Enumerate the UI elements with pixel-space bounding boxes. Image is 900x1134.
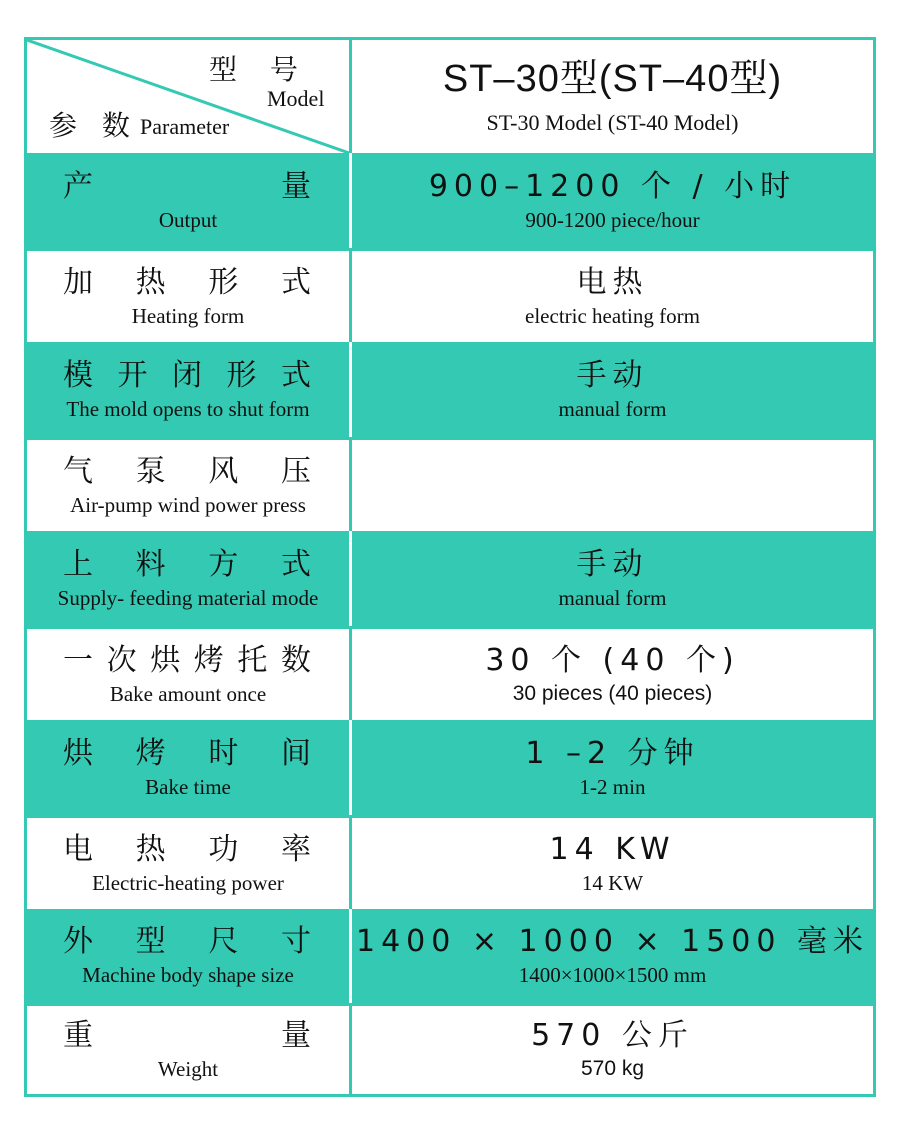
table-row bbox=[27, 248, 873, 342]
param-char: 烘 bbox=[150, 642, 183, 678]
value-cell bbox=[352, 251, 873, 342]
value-zh: 1 –2 分钟 bbox=[525, 735, 700, 771]
header-parameter-zh: 参 数 bbox=[49, 109, 138, 142]
value-zh: 900–1200 个 / 小时 bbox=[428, 168, 797, 204]
param-char: 烤 bbox=[135, 735, 168, 771]
param-char: 料 bbox=[135, 546, 168, 582]
param-char: 上 bbox=[63, 546, 95, 582]
param-char: 烘 bbox=[63, 735, 95, 771]
param-name-zh bbox=[63, 546, 313, 584]
value-en: manual form bbox=[558, 396, 667, 421]
table-row bbox=[27, 531, 873, 626]
param-cell bbox=[27, 720, 352, 815]
param-cell bbox=[27, 440, 352, 531]
value-cell bbox=[352, 440, 873, 531]
table-row bbox=[27, 342, 873, 437]
param-char: 热 bbox=[135, 831, 168, 867]
param-name-zh bbox=[63, 735, 313, 773]
param-name-en: Bake time bbox=[145, 774, 231, 799]
param-char: 率 bbox=[280, 831, 313, 867]
value-cell bbox=[352, 818, 873, 909]
value-cell bbox=[352, 909, 873, 1003]
header-param-cell bbox=[27, 40, 352, 153]
value-cell bbox=[352, 1006, 873, 1094]
param-cell bbox=[27, 818, 352, 909]
value-zh: 手动 bbox=[576, 546, 649, 582]
param-char: 烤 bbox=[193, 642, 226, 678]
value-en: 14 KW bbox=[581, 870, 644, 895]
param-name-zh bbox=[63, 923, 313, 961]
param-char: 形 bbox=[208, 264, 241, 300]
param-char: 式 bbox=[280, 546, 313, 582]
value-zh: 电热 bbox=[576, 264, 649, 300]
param-char: 泵 bbox=[135, 453, 168, 489]
param-char: 式 bbox=[280, 264, 313, 300]
value-en: 30 pieces (40 pieces) bbox=[512, 681, 713, 705]
param-char: 风 bbox=[208, 453, 241, 489]
param-cell bbox=[27, 251, 352, 342]
model-title-zh: ST–30型(ST–40型) bbox=[442, 57, 783, 100]
param-char: 闭 bbox=[172, 357, 204, 393]
value-en: electric heating form bbox=[525, 303, 700, 328]
param-cell bbox=[27, 531, 352, 626]
param-char: 重 bbox=[63, 1018, 95, 1053]
param-char: 加 bbox=[63, 264, 95, 300]
value-en: manual form bbox=[558, 585, 667, 610]
header-parameter-en: Parameter bbox=[140, 114, 230, 139]
param-char: 型 bbox=[135, 924, 168, 959]
value-cell bbox=[352, 342, 873, 437]
header-model-cell bbox=[352, 40, 873, 153]
param-char: 方 bbox=[208, 546, 241, 582]
value-zh: 570 公斤 bbox=[531, 1018, 694, 1053]
param-cell bbox=[27, 909, 352, 1003]
value-en: 900-1200 piece/hour bbox=[525, 207, 700, 232]
param-char: 尺 bbox=[208, 924, 241, 959]
param-name-zh bbox=[63, 168, 313, 206]
param-char: 电 bbox=[63, 831, 95, 867]
param-name-en: Heating form bbox=[131, 303, 245, 328]
param-name-zh bbox=[63, 357, 313, 395]
spec-table bbox=[24, 37, 876, 1097]
value-zh: 1400 × 1000 × 1500 毫米 bbox=[356, 924, 869, 959]
table-row bbox=[27, 720, 873, 815]
value-zh: 14 KW bbox=[549, 831, 676, 867]
table-row bbox=[27, 815, 873, 909]
param-char: 热 bbox=[135, 264, 168, 300]
value-cell bbox=[352, 153, 873, 248]
param-char: 压 bbox=[280, 453, 313, 489]
param-char: 产 bbox=[63, 168, 95, 204]
table-row bbox=[27, 437, 873, 531]
param-name-en: The mold opens to shut form bbox=[66, 396, 310, 421]
value-cell bbox=[352, 720, 873, 815]
param-char: 功 bbox=[208, 831, 241, 867]
param-char: 寸 bbox=[280, 924, 313, 959]
param-name-zh bbox=[63, 1017, 313, 1055]
param-name-zh bbox=[63, 453, 313, 491]
param-cell bbox=[27, 629, 352, 720]
param-cell bbox=[27, 153, 352, 248]
param-char: 一 bbox=[63, 642, 95, 678]
param-cell bbox=[27, 342, 352, 437]
value-en: 1400×1000×1500 mm bbox=[518, 963, 707, 987]
table-row bbox=[27, 153, 873, 248]
table-row bbox=[27, 909, 873, 1003]
table-row bbox=[27, 626, 873, 720]
param-name-zh bbox=[63, 831, 313, 869]
param-char: 次 bbox=[106, 642, 139, 678]
value-en: 1-2 min bbox=[579, 774, 646, 799]
param-char: 模 bbox=[63, 357, 95, 393]
param-char: 外 bbox=[63, 924, 95, 959]
param-char: 量 bbox=[281, 1018, 313, 1053]
header-model-zh: 型 号 bbox=[209, 53, 310, 86]
header-model-en: Model bbox=[267, 86, 325, 111]
model-title-en: ST-30 Model (ST-40 Model) bbox=[486, 109, 739, 135]
param-char: 间 bbox=[280, 735, 313, 771]
param-cell bbox=[27, 1006, 352, 1094]
param-char: 式 bbox=[281, 357, 313, 393]
value-cell bbox=[352, 629, 873, 720]
value-zh: 30 个 (40 个) bbox=[485, 642, 740, 678]
param-char: 数 bbox=[280, 642, 313, 678]
param-name-en: Weight bbox=[157, 1057, 219, 1081]
table-row bbox=[27, 1003, 873, 1094]
param-name-en: Output bbox=[158, 207, 218, 232]
table-header-row bbox=[27, 40, 873, 153]
param-name-en: Bake amount once bbox=[109, 681, 267, 706]
param-char: 量 bbox=[281, 168, 313, 204]
param-char: 气 bbox=[63, 453, 95, 489]
param-char: 托 bbox=[237, 642, 270, 678]
value-cell bbox=[352, 531, 873, 626]
param-char: 开 bbox=[117, 357, 150, 393]
param-char: 时 bbox=[208, 735, 241, 771]
param-char: 形 bbox=[226, 357, 259, 393]
param-name-zh bbox=[63, 642, 313, 680]
param-name-zh bbox=[63, 264, 313, 302]
param-name-en: Machine body shape size bbox=[82, 963, 294, 987]
value-zh: 手动 bbox=[576, 357, 649, 393]
param-name-en: Air-pump wind power press bbox=[70, 492, 306, 517]
param-name-en: Supply- feeding material mode bbox=[57, 585, 319, 610]
value-en: 570 kg bbox=[580, 1057, 645, 1080]
param-name-en: Electric-heating power bbox=[92, 870, 284, 895]
